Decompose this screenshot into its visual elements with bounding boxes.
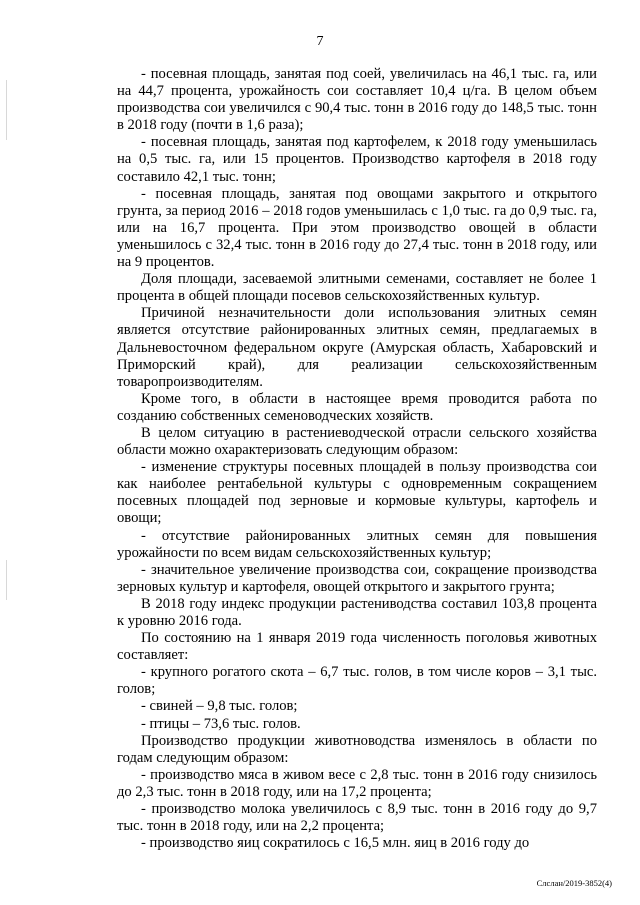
paragraph-crop-index: В 2018 году индекс продукции растениводства составил 103,8 процента к уровню 2016 года.: [117, 595, 597, 629]
paragraph-pigs: - свиней – 9,8 тыс. голов;: [141, 698, 298, 715]
page-number: 7: [316, 34, 324, 49]
scan-artifact: [6, 80, 7, 140]
scan-artifact: [6, 560, 7, 600]
paragraph-vegetable-area: - посевная площадь, занятая под овощами закрытого и открытого грунта, за период 2016 – 2018 годов уменьшилась с 1,0 тыс. га до 0,9 тыс. га, или на 16,7 процента. При этом производство овощей в области уменьшилось с 32,4 тыс. тонн в 2016 году до 27,4 тыс. тонн в 2018 году, или на 9 процентов.: [117, 185, 597, 271]
paragraph-livestock-production-intro: Производство продукции животноводства изменялось в области по годам следующим образом:: [117, 732, 597, 766]
paragraph-egg-production: - производство яиц сократилось с 16,5 млн. яиц в 2016 году до: [141, 835, 530, 852]
paragraph-cattle: - крупного рогатого скота – 6,7 тыс. голов, в том числе коров – 3,1 тыс. голов;: [117, 664, 597, 698]
paragraph-elite-seeds-reason: Причиной незначительности доли использования элитных семян является отсутствие районированных элитных семян, предлагаемых в Дальневосточном федеральном округе (Амурская область, Хабаровский и Приморский край), для реализации сельскохозяйственным товаропроизводителям.: [117, 305, 597, 390]
paragraph-poultry: - птицы – 73,6 тыс. голов.: [141, 715, 301, 732]
paragraph-soy-area: - посевная площадь, занятая под соей, увеличилась на 46,1 тыс. га, или на 44,7 процента, урожайность сои составляет 10,4 ц/га. В целом объем производства сои увеличился с 90,4 тыс. тонн в 2016 году до 148,5 тыс. тонн в 2018 году (почти в 1,6 раза);: [117, 66, 597, 134]
paragraph-crop-situation-intro: В целом ситуацию в растениеводческой отрасли сельского хозяйства области можно охарактеризовать следующим образом:: [117, 424, 597, 459]
paragraph-milk-production: - производство молока увеличилось с 8,9 тыс. тонн в 2016 году до 9,7 тыс. тонн в 2018 году, или на 2,2 процента;: [117, 801, 597, 835]
document-body: [117, 66, 597, 852]
document-footer-code: Слслан/2019-3852(4): [536, 878, 612, 888]
paragraph-meat-production: - производство мяса в живом весе с 2,8 тыс. тонн в 2016 году снизилось до 2,3 тыс. тонн в 2018 году, или на 17,2 процента;: [117, 766, 597, 800]
paragraph-seed-farms: Кроме того, в области в настоящее время проводится работа по созданию собственных семеноводческих хозяйств.: [117, 390, 597, 424]
paragraph-no-elite-seeds: - отсутствие районированных элитных семян для повышения урожайности по всем видам сельскохозяйственных культур;: [117, 527, 597, 561]
paragraph-elite-seeds-share: Доля площади, засеваемой элитными семенами, составляет не более 1 процента в общей площади посевов сельскохозяйственных культур.: [117, 271, 597, 305]
paragraph-livestock-intro: По состоянию на 1 января 2019 года численность поголовья животных составляет:: [117, 630, 597, 664]
paragraph-crop-structure-change: - изменение структуры посевных площадей в пользу производства сои как наиболее рентабельной культуры с одновременным сокращением посевных площадей под зерновые и кормовые культуры, картофель и овощи;: [117, 459, 597, 527]
paragraph-potato-area: - посевная площадь, занятая под картофелем, к 2018 году уменьшилась на 0,5 тыс. га, или 15 процентов. Производство картофеля в 2018 году составило 42,1 тыс. тонн;: [117, 134, 597, 185]
paragraph-soy-increase: - значительное увеличение производства сои, сокращение производства зерновых культур и картофеля, овощей открытого и закрытого грунта;: [117, 561, 597, 595]
